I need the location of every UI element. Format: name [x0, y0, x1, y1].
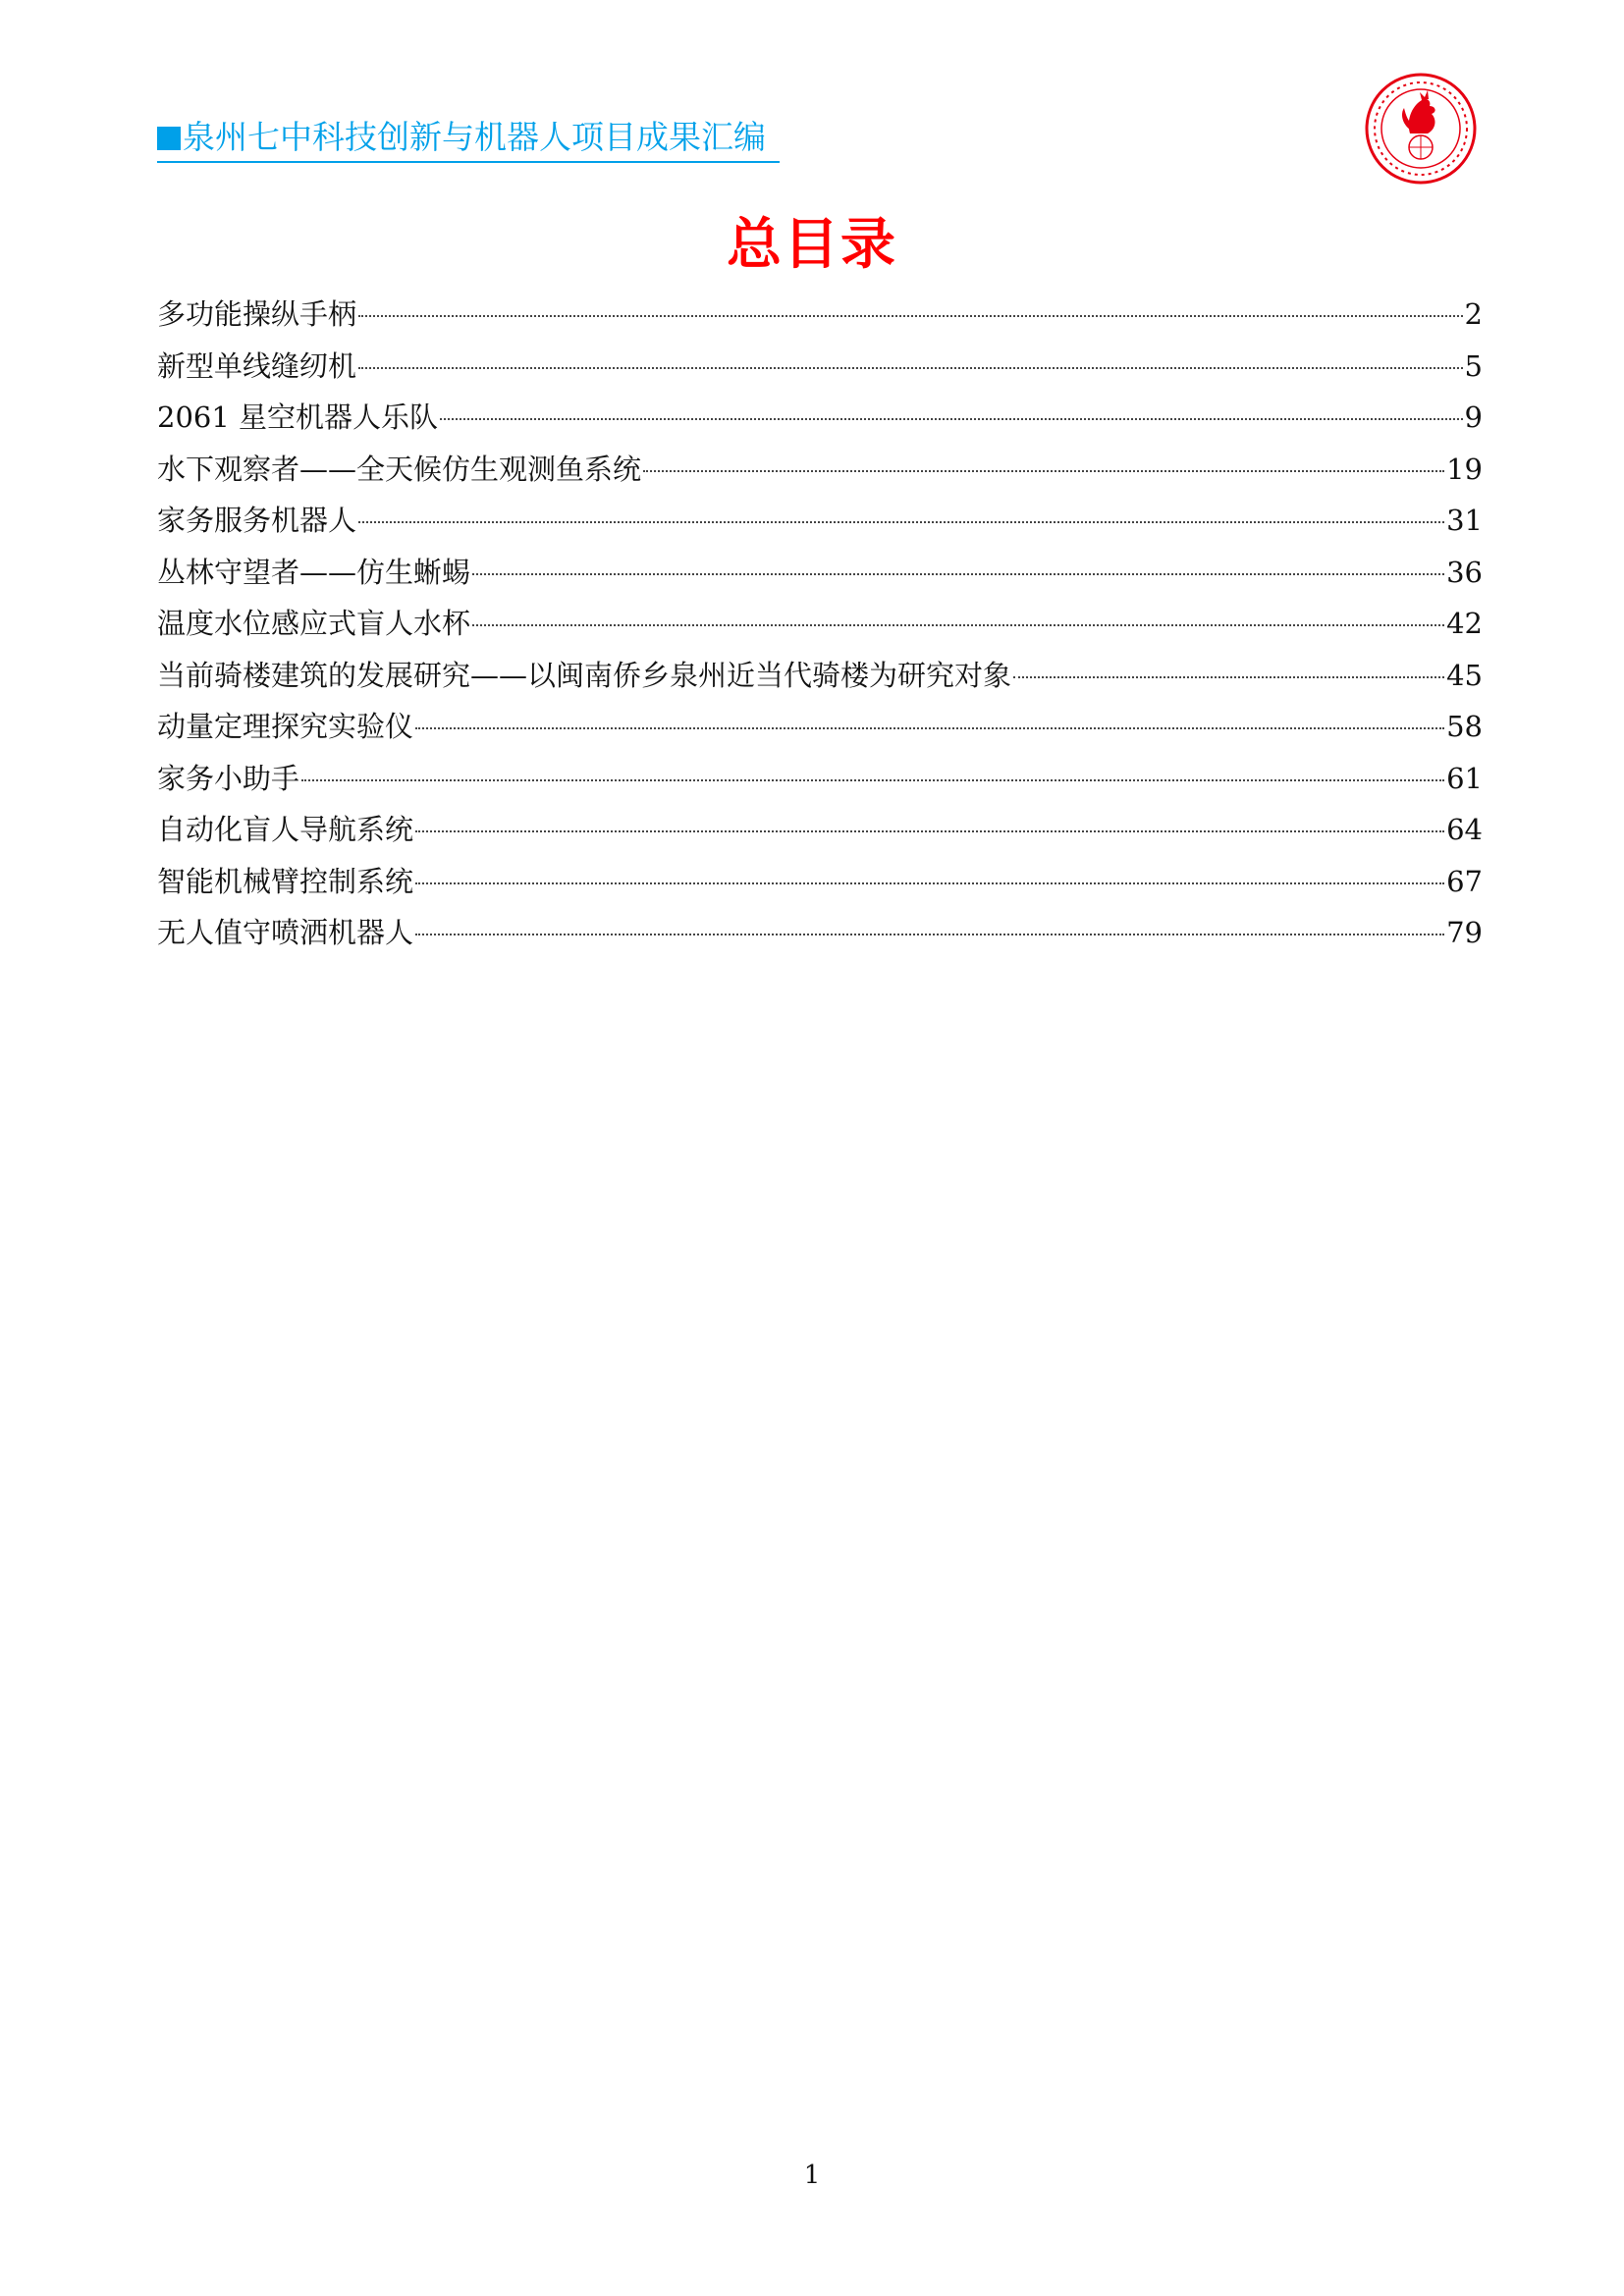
page-number: 1: [803, 2161, 821, 2190]
toc-leader-dots: [415, 830, 1444, 832]
toc-entry-title: 家务服务机器人: [157, 504, 357, 537]
toc-entry-title: 动量定理探究实验仪: [157, 710, 414, 743]
toc-entry-title: 新型单线缝纫机: [157, 348, 357, 383]
toc-entry[interactable]: [157, 341, 1483, 393]
toc-entry-page: 64: [1446, 813, 1483, 846]
toc-leader-dots: [472, 573, 1444, 575]
toc-entry[interactable]: [157, 598, 1483, 650]
toc-entry[interactable]: [157, 856, 1483, 908]
toc-entry-title: 家务小助手: [157, 761, 300, 795]
toc-entry-page: 2: [1464, 297, 1483, 331]
toc-leader-dots: [440, 418, 1463, 420]
toc-entry[interactable]: [157, 392, 1483, 444]
header-square-icon: [157, 127, 181, 150]
toc-entry-title: 丛林守望者——仿生蜥蜴: [157, 555, 471, 589]
rooster-seal-icon: [1363, 71, 1479, 187]
toc-entry-title: 温度水位感应式盲人水杯: [157, 607, 471, 640]
toc-entry-title: 多功能操纵手柄: [157, 297, 357, 331]
toc-leader-dots: [301, 779, 1444, 781]
toc-entry-title: 2061 星空机器人乐队: [157, 400, 439, 434]
toc-entry-page: 42: [1446, 607, 1483, 640]
toc-entry-page: 31: [1446, 504, 1483, 537]
toc-leader-dots: [1013, 676, 1444, 678]
table-of-contents: [157, 289, 1483, 959]
toc-leader-dots: [358, 315, 1463, 317]
toc-entry[interactable]: [157, 753, 1483, 805]
toc-entry-page: 5: [1464, 348, 1483, 383]
toc-entry-page: 9: [1464, 400, 1483, 434]
toc-entry[interactable]: [157, 547, 1483, 599]
toc-entry[interactable]: [157, 495, 1483, 547]
toc-leader-dots: [415, 934, 1444, 935]
toc-entry[interactable]: [157, 701, 1483, 753]
toc-entry-page: 58: [1446, 710, 1483, 743]
toc-leader-dots: [358, 367, 1463, 369]
running-header: [157, 116, 785, 163]
toc-entry-title: 当前骑楼建筑的发展研究——以闽南侨乡泉州近当代骑楼为研究对象: [157, 658, 1012, 692]
toc-leader-dots: [358, 521, 1444, 523]
toc-entry[interactable]: [157, 804, 1483, 856]
toc-entry[interactable]: [157, 444, 1483, 496]
toc-entry-page: 67: [1446, 864, 1483, 898]
toc-leader-dots: [643, 470, 1444, 472]
toc-entry-title: 自动化盲人导航系统: [157, 813, 414, 846]
toc-entry-title: 水下观察者——全天候仿生观测鱼系统: [157, 452, 642, 486]
header-title: 泉州七中科技创新与机器人项目成果汇编: [183, 118, 766, 156]
toc-leader-dots: [415, 727, 1444, 729]
toc-entry[interactable]: [157, 289, 1483, 341]
toc-leader-dots: [472, 624, 1444, 626]
toc-entry-page: 79: [1446, 916, 1483, 949]
page-title: 总目录: [727, 213, 897, 277]
toc-entry-page: 19: [1446, 452, 1483, 486]
toc-entry[interactable]: [157, 650, 1483, 702]
toc-entry-title: 无人值守喷洒机器人: [157, 916, 414, 949]
toc-entry-title: 智能机械臂控制系统: [157, 864, 414, 898]
toc-leader-dots: [415, 882, 1444, 884]
toc-entry-page: 36: [1446, 555, 1483, 589]
toc-entry[interactable]: [157, 907, 1483, 959]
toc-entry-page: 61: [1446, 761, 1483, 795]
toc-entry-page: 45: [1446, 658, 1483, 692]
header-underline: [157, 161, 780, 163]
